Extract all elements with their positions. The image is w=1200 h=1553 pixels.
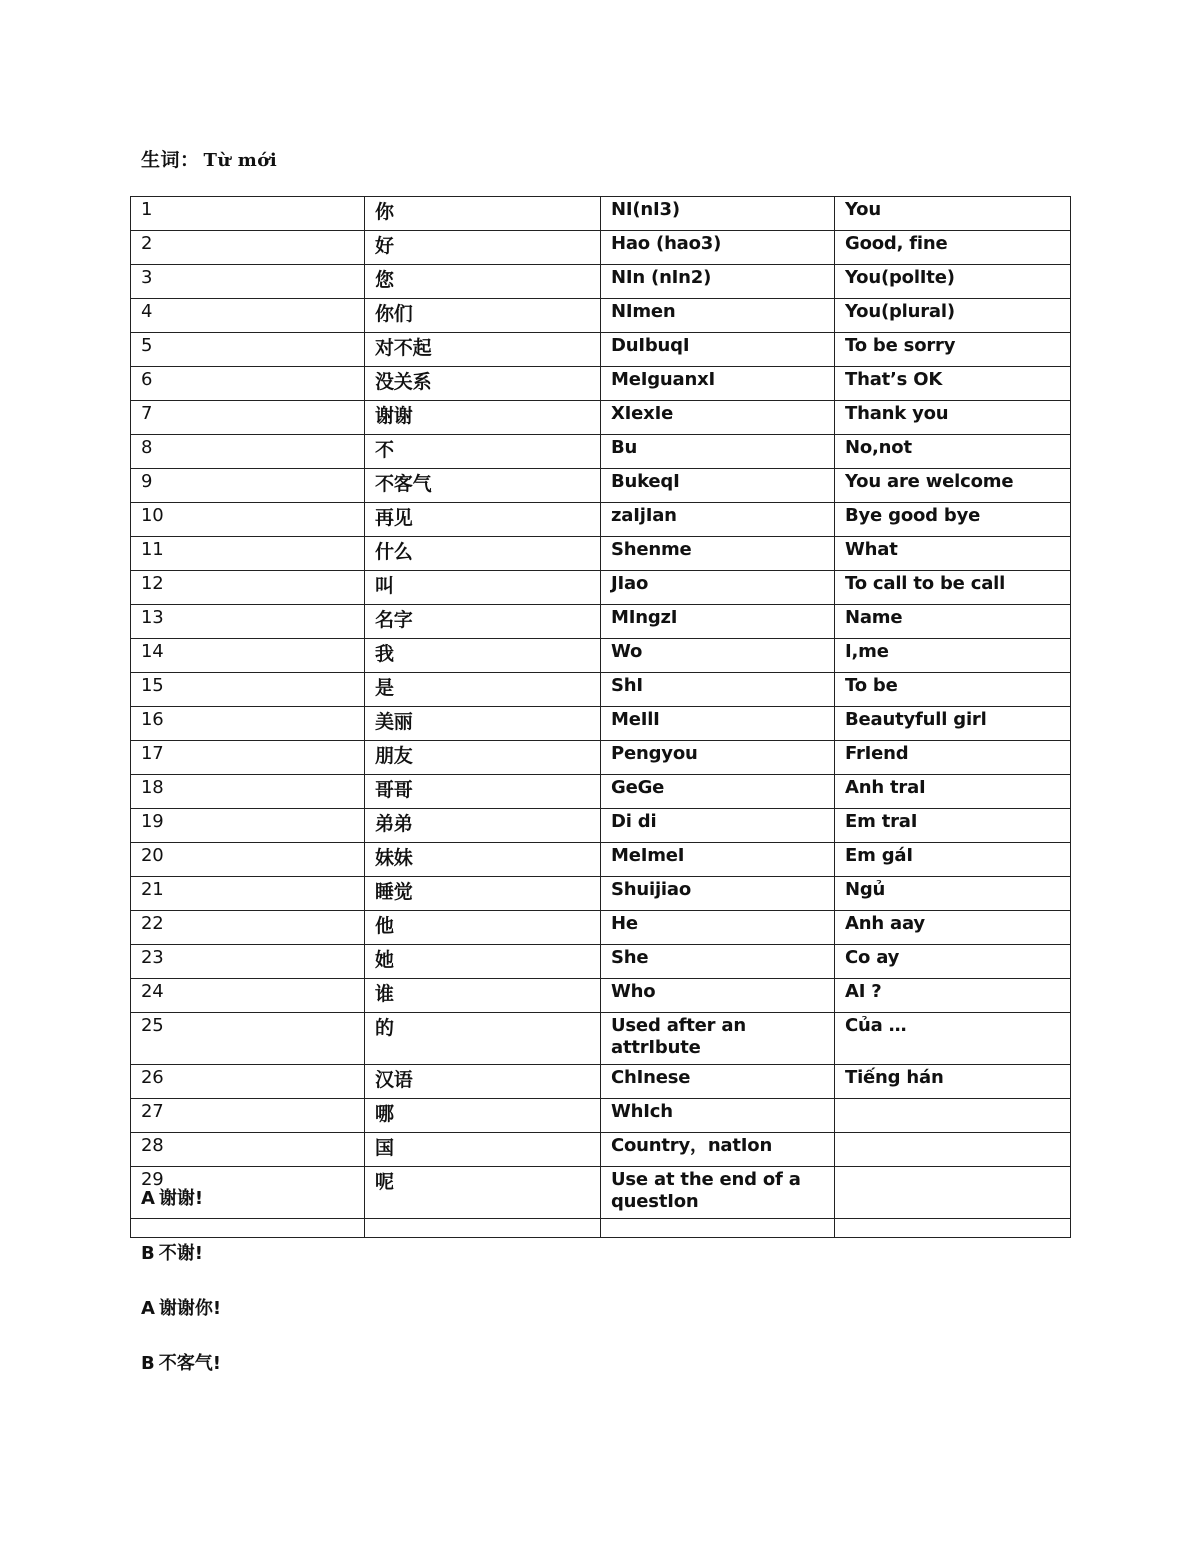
table-row — [131, 537, 1071, 571]
dialogue-text: 不谢! — [158, 1243, 203, 1264]
cell-number: 29 — [131, 1167, 365, 1219]
table-row — [131, 707, 1071, 741]
table-row — [131, 401, 1071, 435]
cell-number: 7 — [131, 401, 365, 435]
cell-number: 16 — [131, 707, 365, 741]
cell-hanzi: 我 — [365, 639, 601, 673]
cell-meaning: I,me — [835, 639, 1071, 673]
cell-number: 3 — [131, 265, 365, 299]
dialogue-line — [141, 1296, 221, 1351]
table-row — [131, 605, 1071, 639]
cell-meaning: Tiếng hán — [835, 1065, 1071, 1099]
table-row — [131, 673, 1071, 707]
cell-meaning: To call to be call — [835, 571, 1071, 605]
dialogue-text: 谢谢! — [158, 1188, 204, 1209]
cell-number: 5 — [131, 333, 365, 367]
cell-pinyin: Wo — [601, 639, 835, 673]
cell-pinyin: Used after an attrIbute — [601, 1013, 835, 1065]
cell-meaning: Em traI — [835, 809, 1071, 843]
dialogue-speaker: B — [141, 1353, 155, 1374]
cell-hanzi: 美丽 — [365, 707, 601, 741]
cell-pinyin: She — [601, 945, 835, 979]
cell-pinyin: MeIguanxI — [601, 367, 835, 401]
cell-pinyin: Use at the end of a questIon — [601, 1167, 835, 1219]
table-row — [131, 741, 1071, 775]
cell-pinyin: Shenme — [601, 537, 835, 571]
cell-pinyin: NIn (nIn2) — [601, 265, 835, 299]
title-vietnamese: Từ mới — [203, 150, 278, 171]
table-row — [131, 945, 1071, 979]
cell-number: 15 — [131, 673, 365, 707]
cell-number: 2 — [131, 231, 365, 265]
cell-meaning: What — [835, 537, 1071, 571]
cell-number: 13 — [131, 605, 365, 639]
cell-meaning: AI ? — [835, 979, 1071, 1013]
table-row — [131, 503, 1071, 537]
cell-hanzi: 朋友 — [365, 741, 601, 775]
title-chinese: 生词： — [141, 149, 200, 171]
cell-hanzi: 叫 — [365, 571, 601, 605]
vocabulary-table — [130, 196, 1071, 1238]
cell-meaning: To be sorry — [835, 333, 1071, 367]
cell-pinyin: JIao — [601, 571, 835, 605]
table-row — [131, 469, 1071, 503]
page-title — [141, 145, 277, 172]
dialogue-text: 不客气! — [158, 1353, 221, 1374]
cell-pinyin: ChInese — [601, 1065, 835, 1099]
cell-meaning — [835, 1219, 1071, 1238]
vocabulary-table-body — [131, 197, 1071, 1238]
table-row — [131, 843, 1071, 877]
dialogue-line — [141, 1241, 221, 1296]
cell-meaning — [835, 1167, 1071, 1219]
cell-hanzi: 再见 — [365, 503, 601, 537]
table-row — [131, 231, 1071, 265]
dialogue-speaker: A — [141, 1188, 155, 1209]
cell-meaning: To be — [835, 673, 1071, 707]
cell-pinyin: Who — [601, 979, 835, 1013]
cell-hanzi: 国 — [365, 1133, 601, 1167]
cell-number: 6 — [131, 367, 365, 401]
cell-number: 18 — [131, 775, 365, 809]
dialogue-line — [141, 1186, 221, 1241]
cell-meaning: You(polIte) — [835, 265, 1071, 299]
cell-number: 20 — [131, 843, 365, 877]
cell-pinyin: zaIjIan — [601, 503, 835, 537]
cell-pinyin: Di di — [601, 809, 835, 843]
cell-number: 1 — [131, 197, 365, 231]
cell-pinyin: MeImeI — [601, 843, 835, 877]
cell-number: 21 — [131, 877, 365, 911]
cell-hanzi: 睡觉 — [365, 877, 601, 911]
cell-number: 10 — [131, 503, 365, 537]
cell-hanzi: 妹妹 — [365, 843, 601, 877]
cell-hanzi: 名字 — [365, 605, 601, 639]
cell-pinyin: BukeqI — [601, 469, 835, 503]
cell-number: 22 — [131, 911, 365, 945]
cell-hanzi: 你们 — [365, 299, 601, 333]
cell-pinyin: GeGe — [601, 775, 835, 809]
cell-number: 26 — [131, 1065, 365, 1099]
cell-meaning: Thank you — [835, 401, 1071, 435]
table-row — [131, 333, 1071, 367]
table-row — [131, 1219, 1071, 1238]
cell-meaning: Anh aay — [835, 911, 1071, 945]
cell-number: 4 — [131, 299, 365, 333]
cell-hanzi: 没关系 — [365, 367, 601, 401]
table-row — [131, 1133, 1071, 1167]
cell-meaning: Của … — [835, 1013, 1071, 1065]
cell-meaning: Em gáI — [835, 843, 1071, 877]
cell-pinyin: MIngzI — [601, 605, 835, 639]
cell-hanzi: 谢谢 — [365, 401, 601, 435]
table-row — [131, 639, 1071, 673]
cell-pinyin: Hao (hao3) — [601, 231, 835, 265]
cell-hanzi: 对不起 — [365, 333, 601, 367]
cell-number: 9 — [131, 469, 365, 503]
cell-meaning: Co ay — [835, 945, 1071, 979]
cell-meaning: You(plural) — [835, 299, 1071, 333]
cell-meaning: You — [835, 197, 1071, 231]
cell-meaning: Name — [835, 605, 1071, 639]
cell-pinyin: NI(nI3) — [601, 197, 835, 231]
cell-number: 24 — [131, 979, 365, 1013]
cell-meaning: Bye good bye — [835, 503, 1071, 537]
cell-number: 19 — [131, 809, 365, 843]
cell-pinyin — [601, 1219, 835, 1238]
cell-number: 28 — [131, 1133, 365, 1167]
cell-number: 23 — [131, 945, 365, 979]
dialogue-speaker: A — [141, 1298, 155, 1319]
cell-pinyin: DuIbuqI — [601, 333, 835, 367]
table-row — [131, 1013, 1071, 1065]
dialogue-speaker: B — [141, 1243, 155, 1264]
table-row — [131, 1167, 1071, 1219]
cell-meaning: FrIend — [835, 741, 1071, 775]
table-row — [131, 197, 1071, 231]
table-row — [131, 809, 1071, 843]
cell-meaning — [835, 1133, 1071, 1167]
dialogue-section — [141, 1186, 221, 1406]
cell-number: 25 — [131, 1013, 365, 1065]
cell-meaning: Beautyfull girl — [835, 707, 1071, 741]
dialogue-text: 谢谢你! — [158, 1298, 222, 1319]
cell-hanzi: 不客气 — [365, 469, 601, 503]
cell-pinyin: He — [601, 911, 835, 945]
cell-number: 11 — [131, 537, 365, 571]
cell-hanzi: 哥哥 — [365, 775, 601, 809]
cell-hanzi: 的 — [365, 1013, 601, 1065]
cell-hanzi — [365, 1219, 601, 1238]
table-row — [131, 265, 1071, 299]
table-row — [131, 299, 1071, 333]
cell-hanzi: 哪 — [365, 1099, 601, 1133]
cell-hanzi: 您 — [365, 265, 601, 299]
cell-pinyin: Bu — [601, 435, 835, 469]
cell-hanzi: 弟弟 — [365, 809, 601, 843]
cell-hanzi: 不 — [365, 435, 601, 469]
cell-hanzi: 他 — [365, 911, 601, 945]
cell-meaning: Anh traI — [835, 775, 1071, 809]
cell-hanzi: 她 — [365, 945, 601, 979]
cell-pinyin: Shuijiao — [601, 877, 835, 911]
cell-meaning: Good, fine — [835, 231, 1071, 265]
table-row — [131, 911, 1071, 945]
table-row — [131, 367, 1071, 401]
table-row — [131, 1065, 1071, 1099]
cell-number: 8 — [131, 435, 365, 469]
table-row — [131, 979, 1071, 1013]
table-row — [131, 571, 1071, 605]
cell-hanzi: 汉语 — [365, 1065, 601, 1099]
cell-meaning: No,not — [835, 435, 1071, 469]
cell-hanzi: 好 — [365, 231, 601, 265]
table-row — [131, 435, 1071, 469]
cell-pinyin: MeIlI — [601, 707, 835, 741]
cell-pinyin: NImen — [601, 299, 835, 333]
cell-number: 14 — [131, 639, 365, 673]
cell-number: 27 — [131, 1099, 365, 1133]
cell-pinyin: ShI — [601, 673, 835, 707]
table-row — [131, 1099, 1071, 1133]
cell-meaning: That’s OK — [835, 367, 1071, 401]
cell-meaning: You are welcome — [835, 469, 1071, 503]
cell-pinyin: Country，natIon — [601, 1133, 835, 1167]
dialogue-line — [141, 1351, 221, 1406]
cell-number: 17 — [131, 741, 365, 775]
cell-hanzi: 你 — [365, 197, 601, 231]
table-row — [131, 877, 1071, 911]
cell-hanzi: 什么 — [365, 537, 601, 571]
cell-hanzi: 呢 — [365, 1167, 601, 1219]
cell-pinyin: XIexIe — [601, 401, 835, 435]
cell-hanzi: 谁 — [365, 979, 601, 1013]
cell-pinyin: WhIch — [601, 1099, 835, 1133]
cell-meaning: Ngủ — [835, 877, 1071, 911]
cell-number: 12 — [131, 571, 365, 605]
table-row — [131, 775, 1071, 809]
cell-meaning — [835, 1099, 1071, 1133]
cell-hanzi: 是 — [365, 673, 601, 707]
cell-pinyin: Pengyou — [601, 741, 835, 775]
